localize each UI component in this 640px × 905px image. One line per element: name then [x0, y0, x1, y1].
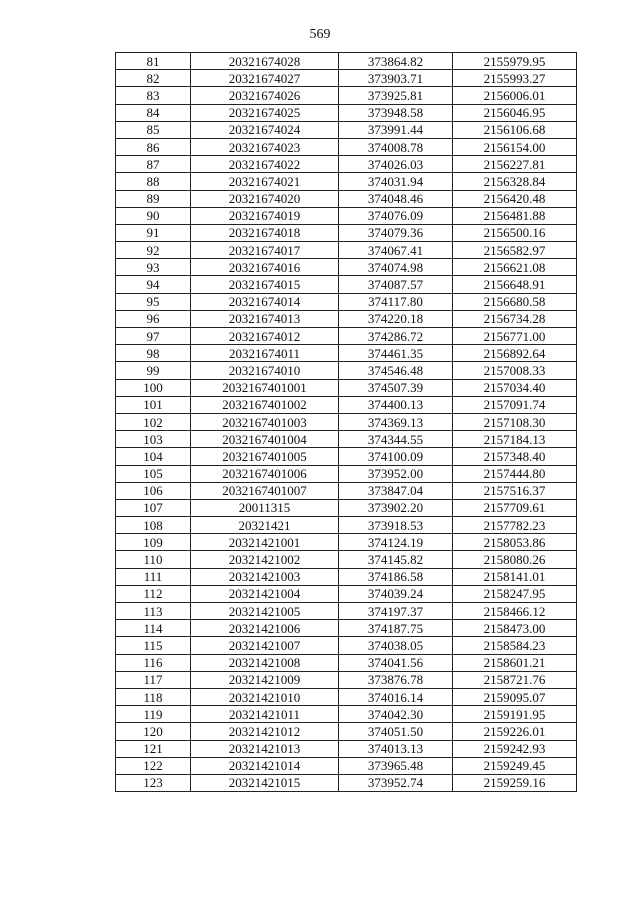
row-number-cell: 109 [116, 534, 191, 551]
y-coordinate-cell: 2158466.12 [453, 603, 577, 620]
row-number-cell: 88 [116, 173, 191, 190]
row-number-cell: 105 [116, 465, 191, 482]
row-number-cell: 90 [116, 207, 191, 224]
table-row [116, 413, 577, 430]
row-number-cell: 96 [116, 310, 191, 327]
row-number-cell: 92 [116, 242, 191, 259]
x-coordinate-cell: 373876.78 [339, 671, 453, 688]
row-number-cell: 117 [116, 671, 191, 688]
x-coordinate-cell: 374145.82 [339, 551, 453, 568]
point-id-cell: 2032167401005 [191, 448, 339, 465]
table-row [116, 723, 577, 740]
y-coordinate-cell: 2158053.86 [453, 534, 577, 551]
x-coordinate-cell: 374087.57 [339, 276, 453, 293]
y-coordinate-cell: 2159249.45 [453, 757, 577, 774]
y-coordinate-cell: 2159226.01 [453, 723, 577, 740]
point-id-cell: 20321421004 [191, 585, 339, 602]
point-id-cell: 20321421015 [191, 774, 339, 791]
x-coordinate-cell: 374039.24 [339, 585, 453, 602]
y-coordinate-cell: 2157516.37 [453, 482, 577, 499]
table-row [116, 568, 577, 585]
x-coordinate-cell: 373918.53 [339, 517, 453, 534]
y-coordinate-cell: 2156734.28 [453, 310, 577, 327]
point-id-cell: 20321674027 [191, 70, 339, 87]
x-coordinate-cell: 374051.50 [339, 723, 453, 740]
table-row [116, 242, 577, 259]
x-coordinate-cell: 373952.74 [339, 774, 453, 791]
x-coordinate-cell: 374507.39 [339, 379, 453, 396]
row-number-cell: 97 [116, 328, 191, 345]
point-id-cell: 20321421007 [191, 637, 339, 654]
y-coordinate-cell: 2156500.16 [453, 224, 577, 241]
point-id-cell: 20321421008 [191, 654, 339, 671]
x-coordinate-cell: 373952.00 [339, 465, 453, 482]
table-row [116, 310, 577, 327]
y-coordinate-cell: 2156227.81 [453, 156, 577, 173]
point-id-cell: 20321674019 [191, 207, 339, 224]
table-row [116, 517, 577, 534]
x-coordinate-cell: 373847.04 [339, 482, 453, 499]
table-row [116, 293, 577, 310]
x-coordinate-cell: 374079.36 [339, 224, 453, 241]
point-id-cell: 20321674023 [191, 138, 339, 155]
point-id-cell: 20321674012 [191, 328, 339, 345]
row-number-cell: 101 [116, 396, 191, 413]
table-row [116, 671, 577, 688]
y-coordinate-cell: 2159242.93 [453, 740, 577, 757]
table-row [116, 740, 577, 757]
table-row [116, 276, 577, 293]
table-row [116, 328, 577, 345]
x-coordinate-cell: 374016.14 [339, 688, 453, 705]
y-coordinate-cell: 2159095.07 [453, 688, 577, 705]
y-coordinate-cell: 2157709.61 [453, 499, 577, 516]
y-coordinate-cell: 2156892.64 [453, 345, 577, 362]
table-row [116, 121, 577, 138]
table-row [116, 53, 577, 70]
y-coordinate-cell: 2156680.58 [453, 293, 577, 310]
y-coordinate-cell: 2157184.13 [453, 431, 577, 448]
y-coordinate-cell: 2156481.88 [453, 207, 577, 224]
y-coordinate-cell: 2157782.23 [453, 517, 577, 534]
row-number-cell: 113 [116, 603, 191, 620]
y-coordinate-cell: 2158601.21 [453, 654, 577, 671]
row-number-cell: 82 [116, 70, 191, 87]
row-number-cell: 120 [116, 723, 191, 740]
x-coordinate-cell: 374124.19 [339, 534, 453, 551]
table-row [116, 620, 577, 637]
table-row [116, 654, 577, 671]
table-row [116, 379, 577, 396]
point-id-cell: 2032167401003 [191, 413, 339, 430]
y-coordinate-cell: 2158247.95 [453, 585, 577, 602]
page-number: 569 [309, 27, 331, 42]
table-row [116, 207, 577, 224]
table-row [116, 138, 577, 155]
point-id-cell: 20321674022 [191, 156, 339, 173]
point-id-cell: 2032167401002 [191, 396, 339, 413]
y-coordinate-cell: 2157444.80 [453, 465, 577, 482]
row-number-cell: 85 [116, 121, 191, 138]
table-row [116, 431, 577, 448]
x-coordinate-cell: 374048.46 [339, 190, 453, 207]
row-number-cell: 104 [116, 448, 191, 465]
row-number-cell: 111 [116, 568, 191, 585]
table-row [116, 757, 577, 774]
x-coordinate-cell: 374038.05 [339, 637, 453, 654]
x-coordinate-cell: 373965.48 [339, 757, 453, 774]
y-coordinate-cell: 2155993.27 [453, 70, 577, 87]
point-id-cell: 20321674028 [191, 53, 339, 70]
point-id-cell: 20321674013 [191, 310, 339, 327]
table-row [116, 156, 577, 173]
y-coordinate-cell: 2156154.00 [453, 138, 577, 155]
x-coordinate-cell: 374286.72 [339, 328, 453, 345]
point-id-cell: 20321674024 [191, 121, 339, 138]
point-id-cell: 20321421 [191, 517, 339, 534]
row-number-cell: 99 [116, 362, 191, 379]
point-id-cell: 20321421002 [191, 551, 339, 568]
row-number-cell: 119 [116, 706, 191, 723]
y-coordinate-cell: 2156106.68 [453, 121, 577, 138]
y-coordinate-cell: 2156621.08 [453, 259, 577, 276]
x-coordinate-cell: 374026.03 [339, 156, 453, 173]
point-id-cell: 20321674015 [191, 276, 339, 293]
point-id-cell: 20321421014 [191, 757, 339, 774]
point-id-cell: 2032167401004 [191, 431, 339, 448]
point-id-cell: 20321674010 [191, 362, 339, 379]
table-row [116, 585, 577, 602]
point-id-cell: 20321674020 [191, 190, 339, 207]
coordinates-table-body [116, 53, 577, 792]
y-coordinate-cell: 2157008.33 [453, 362, 577, 379]
x-coordinate-cell: 374187.75 [339, 620, 453, 637]
x-coordinate-cell: 374197.37 [339, 603, 453, 620]
x-coordinate-cell: 374076.09 [339, 207, 453, 224]
y-coordinate-cell: 2156648.91 [453, 276, 577, 293]
table-row [116, 706, 577, 723]
table-row [116, 499, 577, 516]
x-coordinate-cell: 374369.13 [339, 413, 453, 430]
x-coordinate-cell: 374074.98 [339, 259, 453, 276]
row-number-cell: 107 [116, 499, 191, 516]
x-coordinate-cell: 374400.13 [339, 396, 453, 413]
table-row [116, 396, 577, 413]
x-coordinate-cell: 373864.82 [339, 53, 453, 70]
table-row [116, 482, 577, 499]
point-id-cell: 20321421005 [191, 603, 339, 620]
y-coordinate-cell: 2157091.74 [453, 396, 577, 413]
point-id-cell: 20321421001 [191, 534, 339, 551]
y-coordinate-cell: 2155979.95 [453, 53, 577, 70]
point-id-cell: 2032167401001 [191, 379, 339, 396]
x-coordinate-cell: 374013.13 [339, 740, 453, 757]
x-coordinate-cell: 373925.81 [339, 87, 453, 104]
point-id-cell: 20321674026 [191, 87, 339, 104]
y-coordinate-cell: 2158721.76 [453, 671, 577, 688]
y-coordinate-cell: 2159191.95 [453, 706, 577, 723]
table-row [116, 345, 577, 362]
point-id-cell: 20321674025 [191, 104, 339, 121]
row-number-cell: 86 [116, 138, 191, 155]
x-coordinate-cell: 374220.18 [339, 310, 453, 327]
table-row [116, 104, 577, 121]
table-row [116, 259, 577, 276]
point-id-cell: 20321674014 [191, 293, 339, 310]
x-coordinate-cell: 374031.94 [339, 173, 453, 190]
x-coordinate-cell: 374546.48 [339, 362, 453, 379]
point-id-cell: 20321674011 [191, 345, 339, 362]
y-coordinate-cell: 2157108.30 [453, 413, 577, 430]
table-row [116, 603, 577, 620]
row-number-cell: 118 [116, 688, 191, 705]
x-coordinate-cell: 374461.35 [339, 345, 453, 362]
point-id-cell: 20321421013 [191, 740, 339, 757]
row-number-cell: 95 [116, 293, 191, 310]
y-coordinate-cell: 2157034.40 [453, 379, 577, 396]
y-coordinate-cell: 2156420.48 [453, 190, 577, 207]
point-id-cell: 20011315 [191, 499, 339, 516]
row-number-cell: 81 [116, 53, 191, 70]
table-row [116, 70, 577, 87]
x-coordinate-cell: 374041.56 [339, 654, 453, 671]
row-number-cell: 98 [116, 345, 191, 362]
point-id-cell: 20321674021 [191, 173, 339, 190]
point-id-cell: 20321421003 [191, 568, 339, 585]
coordinates-table [115, 52, 577, 792]
point-id-cell: 20321421011 [191, 706, 339, 723]
x-coordinate-cell: 373991.44 [339, 121, 453, 138]
table-row [116, 637, 577, 654]
row-number-cell: 87 [116, 156, 191, 173]
row-number-cell: 108 [116, 517, 191, 534]
row-number-cell: 123 [116, 774, 191, 791]
row-number-cell: 89 [116, 190, 191, 207]
row-number-cell: 102 [116, 413, 191, 430]
x-coordinate-cell: 374067.41 [339, 242, 453, 259]
y-coordinate-cell: 2156582.97 [453, 242, 577, 259]
row-number-cell: 122 [116, 757, 191, 774]
x-coordinate-cell: 374008.78 [339, 138, 453, 155]
table-row [116, 448, 577, 465]
row-number-cell: 112 [116, 585, 191, 602]
x-coordinate-cell: 374344.55 [339, 431, 453, 448]
row-number-cell: 114 [116, 620, 191, 637]
y-coordinate-cell: 2159259.16 [453, 774, 577, 791]
table-row [116, 688, 577, 705]
row-number-cell: 110 [116, 551, 191, 568]
y-coordinate-cell: 2158080.26 [453, 551, 577, 568]
row-number-cell: 84 [116, 104, 191, 121]
table-row [116, 224, 577, 241]
x-coordinate-cell: 373903.71 [339, 70, 453, 87]
y-coordinate-cell: 2156328.84 [453, 173, 577, 190]
point-id-cell: 2032167401007 [191, 482, 339, 499]
y-coordinate-cell: 2158473.00 [453, 620, 577, 637]
table-row [116, 87, 577, 104]
row-number-cell: 94 [116, 276, 191, 293]
table-row [116, 774, 577, 791]
table-row [116, 362, 577, 379]
row-number-cell: 103 [116, 431, 191, 448]
y-coordinate-cell: 2158141.01 [453, 568, 577, 585]
row-number-cell: 83 [116, 87, 191, 104]
table-row [116, 534, 577, 551]
y-coordinate-cell: 2157348.40 [453, 448, 577, 465]
x-coordinate-cell: 373902.20 [339, 499, 453, 516]
x-coordinate-cell: 374100.09 [339, 448, 453, 465]
table-row [116, 190, 577, 207]
row-number-cell: 115 [116, 637, 191, 654]
row-number-cell: 100 [116, 379, 191, 396]
x-coordinate-cell: 373948.58 [339, 104, 453, 121]
y-coordinate-cell: 2156046.95 [453, 104, 577, 121]
row-number-cell: 121 [116, 740, 191, 757]
point-id-cell: 20321421012 [191, 723, 339, 740]
row-number-cell: 93 [116, 259, 191, 276]
point-id-cell: 20321674016 [191, 259, 339, 276]
point-id-cell: 20321674017 [191, 242, 339, 259]
y-coordinate-cell: 2156771.00 [453, 328, 577, 345]
row-number-cell: 106 [116, 482, 191, 499]
row-number-cell: 91 [116, 224, 191, 241]
table-row [116, 173, 577, 190]
y-coordinate-cell: 2156006.01 [453, 87, 577, 104]
point-id-cell: 2032167401006 [191, 465, 339, 482]
x-coordinate-cell: 374117.80 [339, 293, 453, 310]
row-number-cell: 116 [116, 654, 191, 671]
point-id-cell: 20321421009 [191, 671, 339, 688]
point-id-cell: 20321674018 [191, 224, 339, 241]
point-id-cell: 20321421010 [191, 688, 339, 705]
table-row [116, 465, 577, 482]
y-coordinate-cell: 2158584.23 [453, 637, 577, 654]
point-id-cell: 20321421006 [191, 620, 339, 637]
table-row [116, 551, 577, 568]
x-coordinate-cell: 374186.58 [339, 568, 453, 585]
x-coordinate-cell: 374042.30 [339, 706, 453, 723]
